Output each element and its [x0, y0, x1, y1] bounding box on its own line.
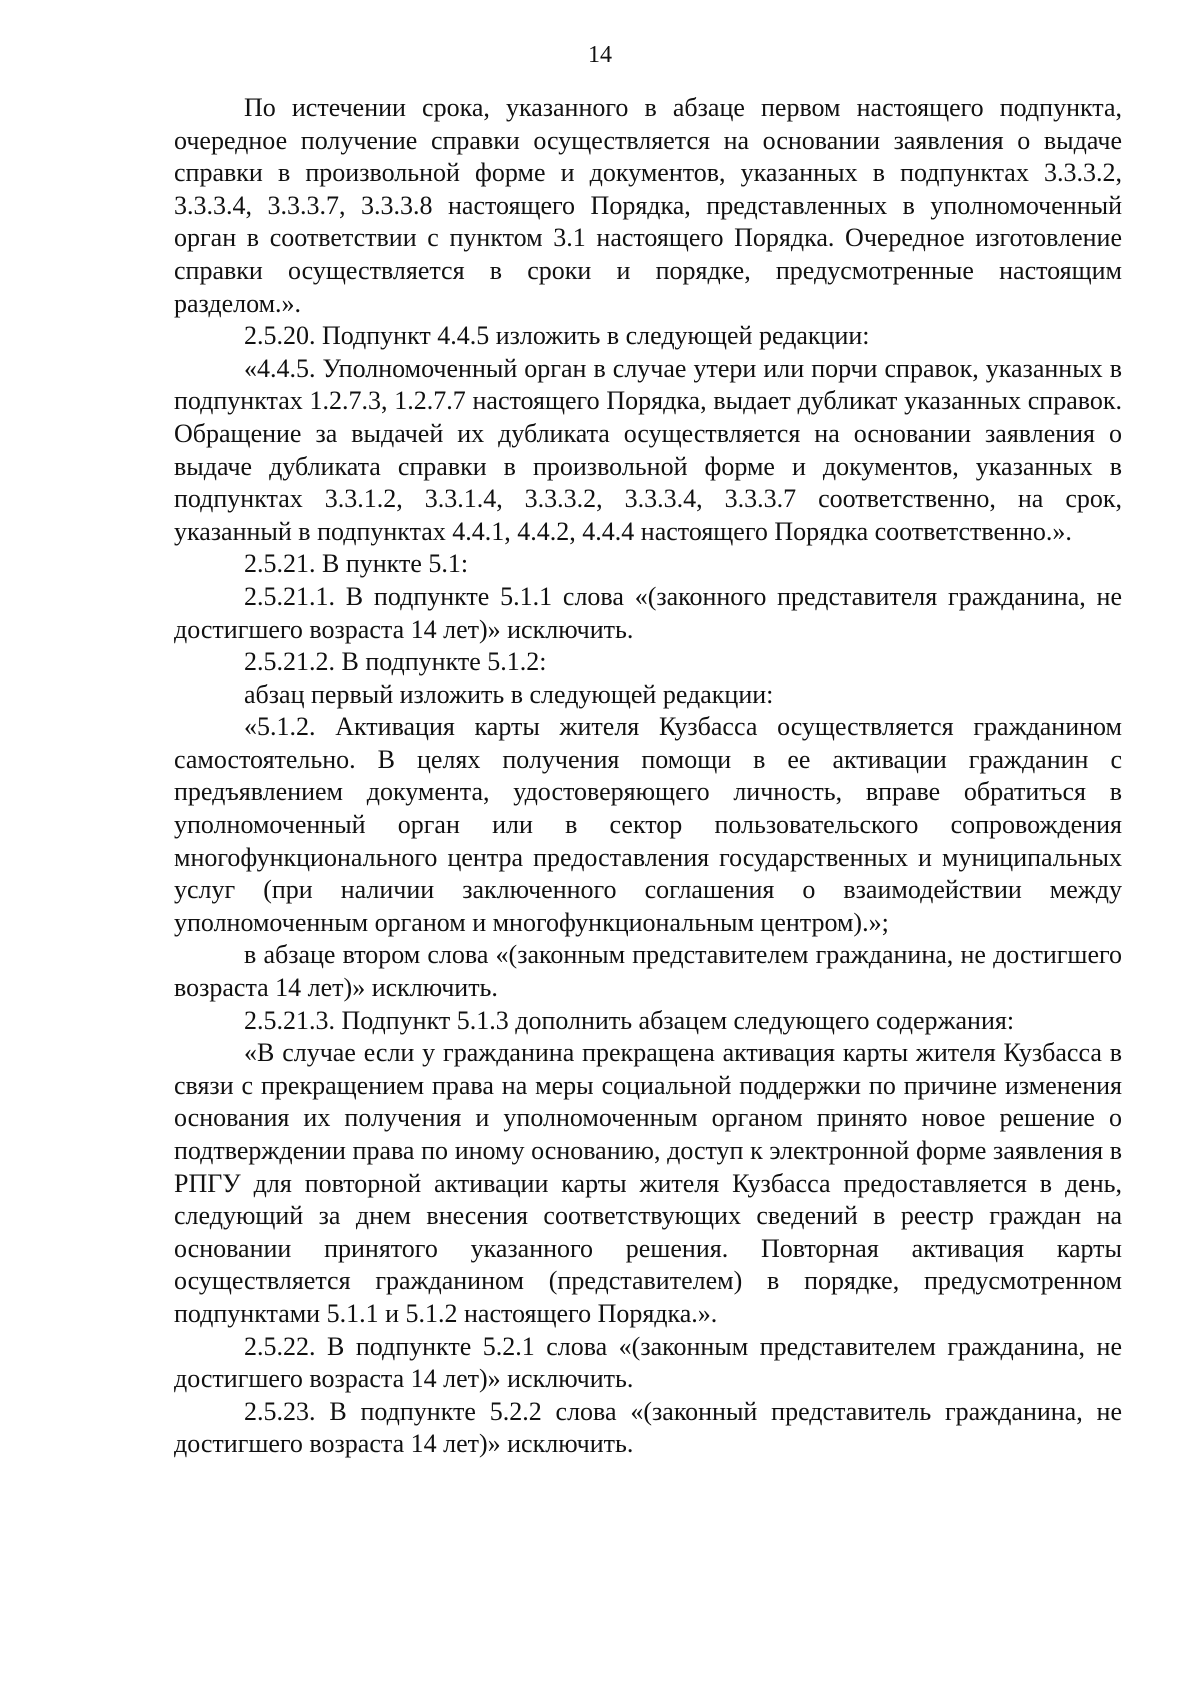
paragraph: 2.5.21. В пункте 5.1: — [244, 549, 469, 579]
paragraph: «В случае если у гражданина прекращена активация карты жителя Кузбасса в связи с прекращением права на меры социальной поддержки по причине изменения основания их получения и уполномоченным органом принято новое решение о подтверждении права по иному основанию, доступ к электронной форме заявления в РПГУ для повторной активации карты жителя Кузбасса предоставляется в день, следующий за днем внесения соответствующих сведений в реестр граждан на основании принятого указанного решения. Повторная активация карты осуществляется гражданином (представителем) в порядке, предусмотренном подпунктами 5.1.1 и 5.1.2 настоящего Порядка.». — [174, 1038, 1122, 1328]
page-number: 14 — [588, 42, 612, 68]
paragraph: 2.5.20. Подпункт 4.4.5 изложить в следующей редакции: — [244, 321, 870, 351]
paragraph: 2.5.21.1. В подпункте 5.1.1 слова «(законного представителя гражданина, не достигшего возраста 14 лет)» исключить. — [174, 581, 1122, 644]
paragraph: По истечении срока, указанного в абзаце первом настоящего подпункта, очередное получение справки осуществляется на основании заявления о выдаче справки в произвольной форме и документов, указанных в подпунктах 3.3.3.2, 3.3.3.4, 3.3.3.7, 3.3.3.8 настоящего Порядка, представленных в уполномоченный орган в соответствии с пунктом 3.1 настоящего Порядка. Очередное изготовление справки осуществляется в сроки и порядке, предусмотренные настоящим разделом.». — [174, 93, 1122, 318]
paragraph: абзац первый изложить в следующей редакции: — [244, 679, 774, 709]
paragraph: 2.5.21.2. В подпункте 5.1.2: — [244, 647, 547, 677]
paragraph: 2.5.21.3. Подпункт 5.1.3 дополнить абзацем следующего содержания: — [244, 1005, 1015, 1035]
paragraph: «4.4.5. Уполномоченный орган в случае утери или порчи справок, указанных в подпунктах 1.2.7.3, 1.2.7.7 настоящего Порядка, выдает дубликат указанных справок. Обращение за выдачей их дубликата осуществляется на основании заявления о выдаче дубликата справки в произвольной форме и документов, указанных в подпунктах 3.3.1.2, 3.3.1.4, 3.3.3.2, 3.3.3.4, 3.3.3.7 соответственно, на срок, указанный в подпунктах 4.4.1, 4.4.2, 4.4.4 настоящего Порядка соответственно.». — [174, 353, 1122, 546]
paragraph: 2.5.22. В подпункте 5.2.1 слова «(законным представителем гражданина, не достигшего возраста 14 лет)» исключить. — [174, 1331, 1122, 1394]
document-body — [174, 92, 1122, 1461]
paragraph: в абзаце втором слова «(законным представителем гражданина, не достигшего возраста 14 лет)» исключить. — [174, 940, 1122, 1003]
paragraph: «5.1.2. Активация карты жителя Кузбасса осуществляется гражданином самостоятельно. В целях получения помощи в ее активации гражданин с предъявлением документа, удостоверяющего личность, вправе обратиться в уполномоченный орган или в сектор пользовательского сопровождения многофункционального центра предоставления государственных и муниципальных услуг (при наличии заключенного соглашения о взаимодействии между уполномоченным органом и многофункциональным центром).»; — [174, 712, 1122, 937]
paragraph: 2.5.23. В подпункте 5.2.2 слова «(законный представитель гражданина, не достигшего возраста 14 лет)» исключить. — [174, 1396, 1122, 1459]
